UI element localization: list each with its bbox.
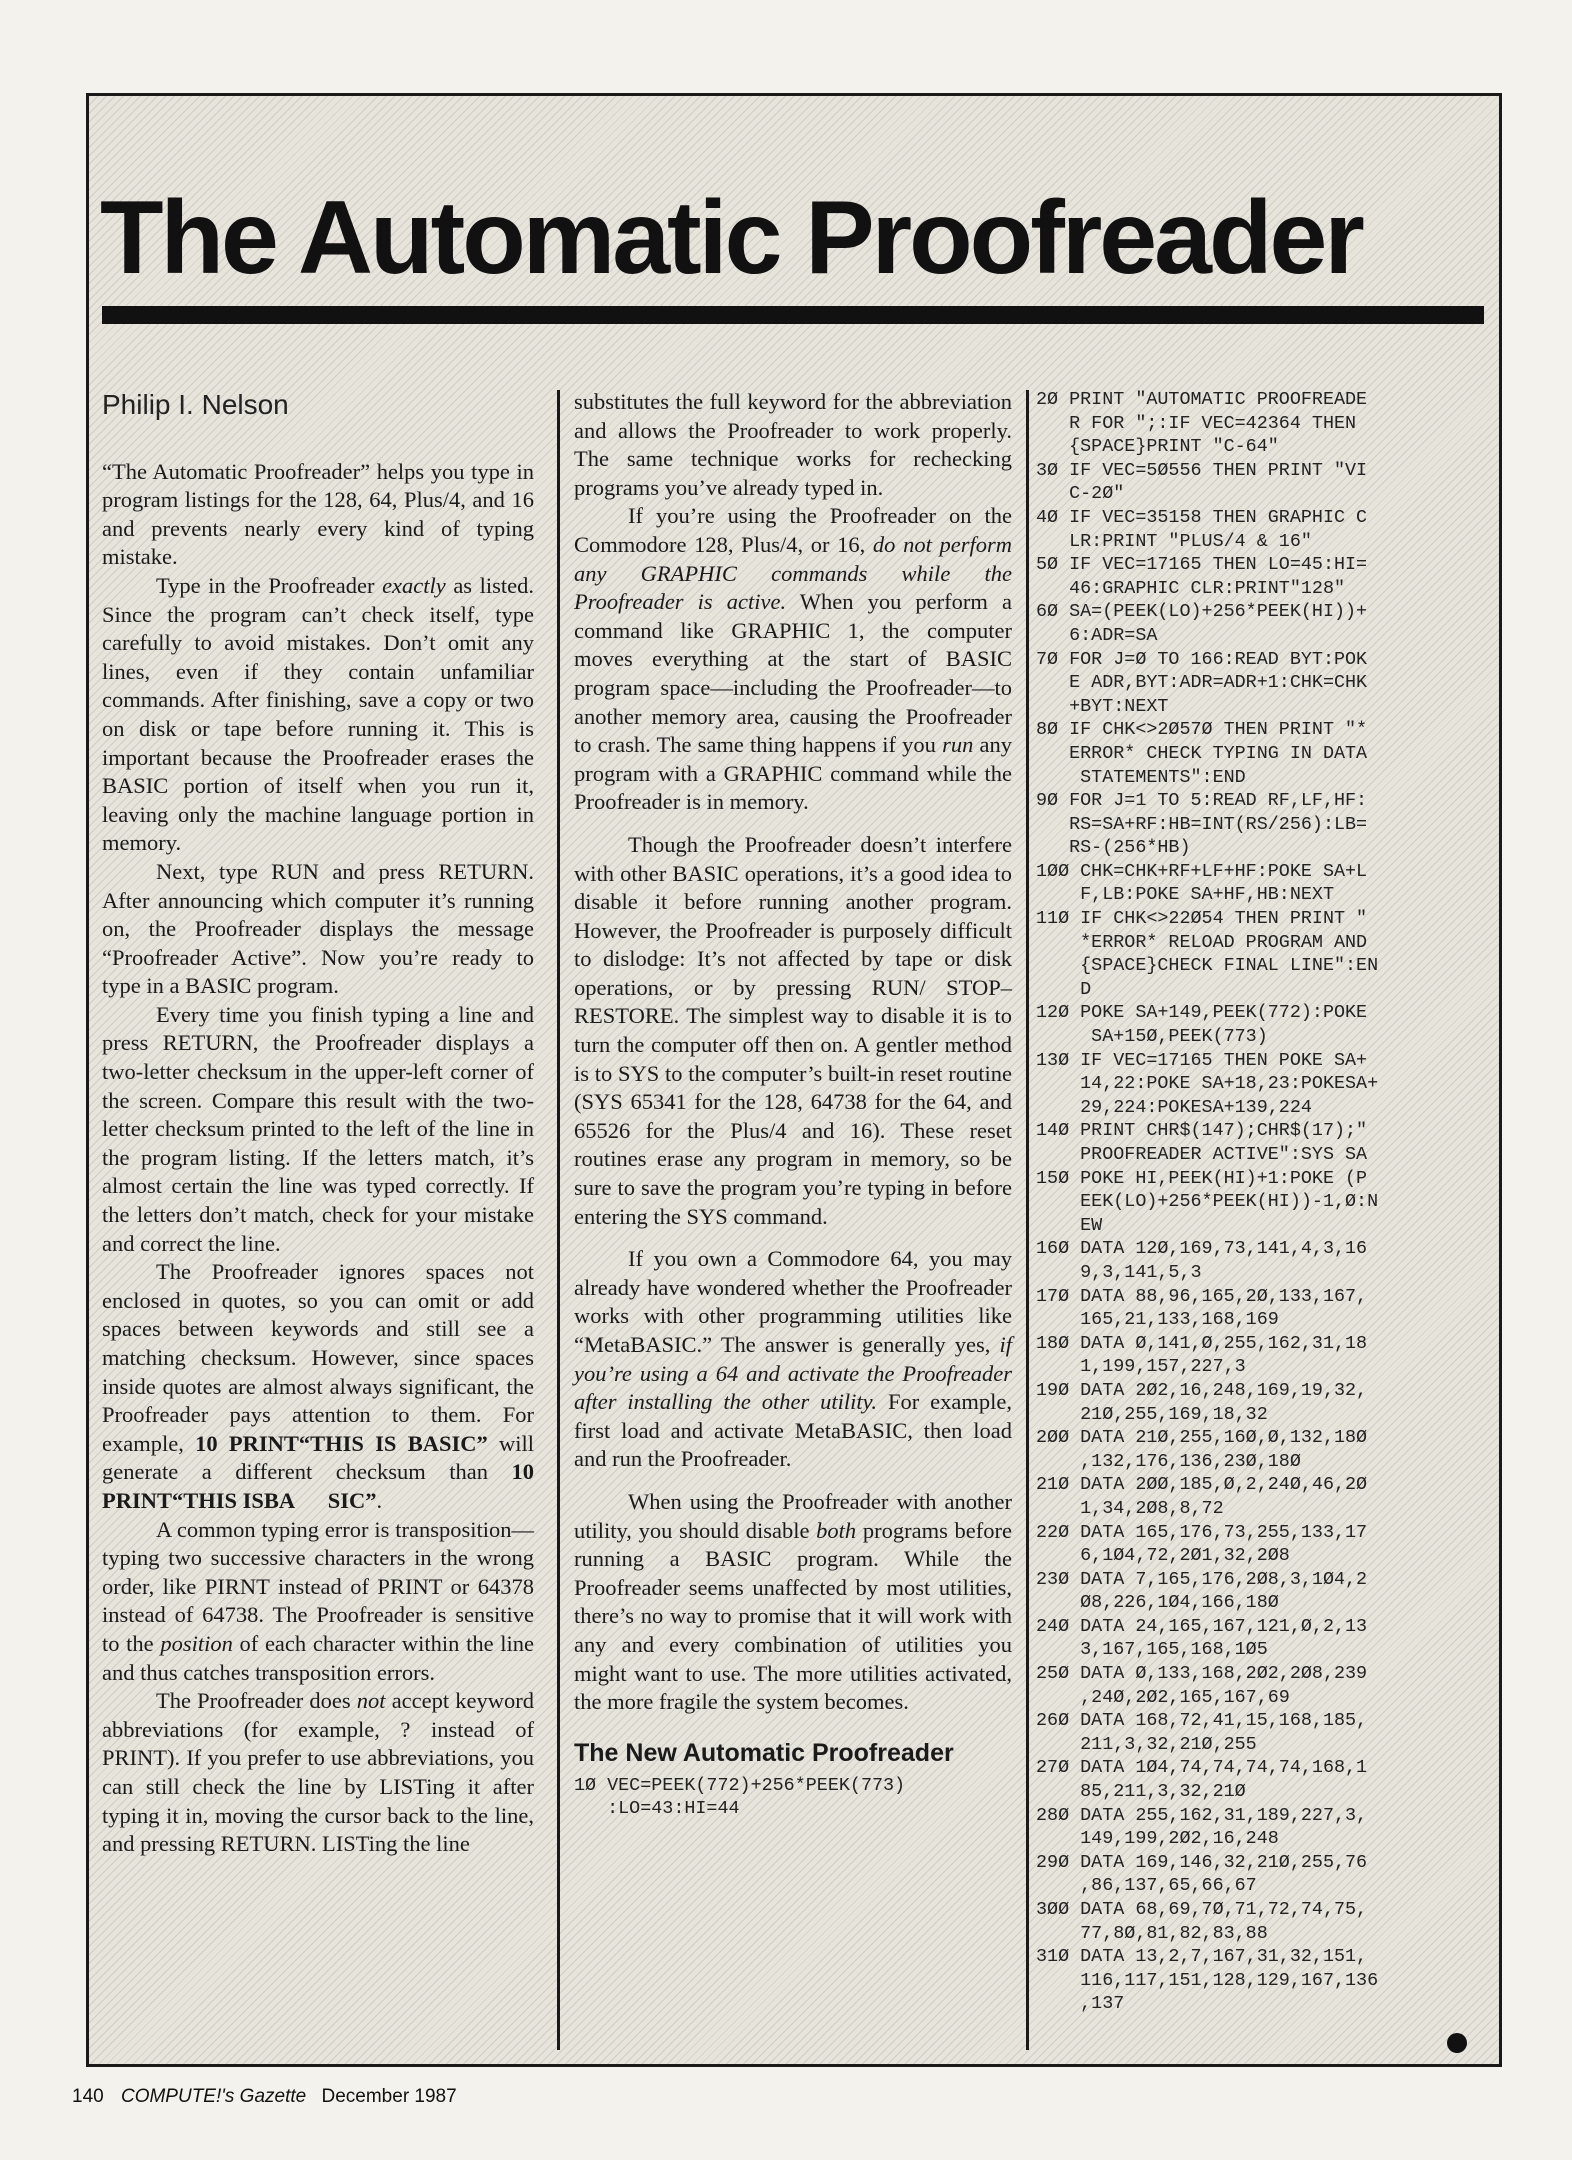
paragraph: Every time you finish typing a line and press RETURN, the Proofreader displays a two-letter checksum in the upper-left corner of the screen. Compare this result with the two-letter checksum printed to the left of the line in the program listing. If the letters match, it’s almost certain the line was typed correctly. If the letters don’t match, check for your mistake and correct the line.: [102, 1001, 534, 1256]
paragraph: A common typing error is transposition—typing two successive characters in the wrong order, like PIRNT instead of PRINT or 64378 instead of 64738. The Proofreader is sensitive to the position of each character within the line and thus catches transposition errors.: [102, 1516, 534, 1685]
paragraph: Though the Proofreader doesn’t interfere with other BASIC operations, it’s a good idea to disable it before running another program. However, the Proofreader is purposely difficult to dislodge: It’s not affected by tape or disk operations, or by pressing RUN/ STOP– RESTORE. The simplest way to disable it is to turn the computer off then on. A gentler method is to SYS to the computer’s built-in reset routine (SYS 65341 for the 128, 64738 for the 64, and 65526 for the Plus/4 and 16). These reset routines erase any program in memory, so be sure to save the program you’re typing in before entering the SYS command.: [574, 831, 1012, 1229]
column-1: [102, 388, 540, 2056]
paragraph: If you’re using the Proofreader on the Commodore 128, Plus/4, or 16, do not perform any GRAPHIC commands while the Proofreader is active. When you perform a command like GRAPHIC 1, the computer moves everything at the start of BASIC program space—including the Proofreader—to another memory area, causing the Proofreader to crash. The same thing happens if you run any program with a GRAPHIC command while the Proofreader is in memory.: [574, 503, 1012, 815]
paragraph: Type in the Proofreader exactly as listed. Since the program can’t check itself, type carefully to avoid mistakes. Don’t omit any lines, even if they contain unfamiliar commands. After finishing, save a copy or two on disk or tape before running it. This is important because the Proofreader erases the BASIC portion of itself when you run it, leaving only the machine language portion in memory.: [102, 572, 534, 856]
paragraph: Next, type RUN and press RETURN. After announcing which computer it’s running on, the Proofreader displays the message “Proofreader Active”. Now you’re ready to type in a BASIC program.: [102, 858, 534, 999]
page-number: 140: [72, 2086, 104, 2107]
issue-date: December 1987: [321, 2086, 457, 2107]
page-footer: [72, 2086, 457, 2108]
byline: Philip I. Nelson: [102, 389, 289, 420]
title-rule: [102, 306, 1484, 324]
paragraph: “The Automatic Proofreader” helps you type in program listings for the 128, 64, Plus/4, and 16 and prevents nearly every kind of typing mistake.: [102, 458, 534, 570]
column-3: [1036, 388, 1476, 2056]
magazine-name: COMPUTE!'s Gazette: [120, 2086, 307, 2107]
paragraph: substitutes the full keyword for the abbreviation and allows the Proofreader to work properly. The same technique works for rechecking programs you’ve already typed in.: [574, 389, 1012, 500]
paragraph: If you own a Commodore 64, you may already have wondered whether the Proofreader works with other programming utilities like “MetaBASIC.” The answer is generally yes, if you’re using a 64 and activate the Proofreader after installing the other utility. For example, first load and activate MetaBASIC, then load and run the Proofreader.: [574, 1246, 1012, 1472]
article-title: The Automatic Proofreader: [100, 180, 1362, 296]
column-divider: [1026, 390, 1029, 2050]
column-2: [574, 388, 1012, 2056]
paragraph: The Proofreader does not accept keyword abbreviations (for example, ? instead of PRINT). If you prefer to use abbreviations, you can still check the line by LISTing it after typing it in, moving the cursor back to the line, and pressing RETURN. LISTing the line: [102, 1688, 534, 1857]
program-listing-start: 1Ø VEC=PEEK(772)+256*PEEK(773) :LO=43:HI=44: [574, 1774, 906, 1820]
column-divider: [557, 390, 560, 2050]
paragraph: When using the Proofreader with another utility, you should disable both programs before running a BASIC program. While the Proofreader seems unaffected by most utilities, there’s no way to promise that it will work with any and every combination of utilities you might want to use. The more utilities activated, the more fragile the system becomes.: [574, 1488, 1012, 1715]
end-of-article-icon: [1447, 2033, 1467, 2053]
paragraph: The Proofreader ignores spaces not enclosed in quotes, so you can omit or add spaces between keywords and still see a matching checksum. However, since spaces inside quotes are almost always significant, the Proofreader pays attention to them. For example, 10 PRINT“THIS IS BASIC” will generate a different checksum than 10 PRINT“THIS ISBA SIC”.: [102, 1259, 540, 1513]
listing-heading: The New Automatic Proofreader: [574, 1738, 954, 1767]
program-listing: 2Ø PRINT "AUTOMATIC PROOFREADE R FOR ";:IF VEC=42364 THEN {SPACE}PRINT "C-64" 3Ø IF VEC=5Ø556 THEN PRINT "VI C-2Ø" 4Ø IF VEC=35158 THEN GRAPHIC C LR:PRINT "PLUS/4 & 16" 5Ø IF VEC=17165 THEN LO=45:HI= 46:GRAPHIC CLR:PRINT"128" 6Ø SA=(PEEK(LO)+256*PEEK(HI))+ 6:ADR=SA 7Ø FOR J=Ø TO 166:READ BYT:POK E ADR,BYT:ADR=ADR+1:CHK=CHK +BYT:NEXT 8Ø IF CHK<>2Ø57Ø THEN PRINT "* ERROR* CHECK TYPING IN DATA STATEMENTS":END 9Ø FOR J=1 TO 5:READ RF,LF,HF: RS=SA+RF:HB=INT(RS/256):LB= RS-(256*HB) 1ØØ CHK=CHK+RF+LF+HF:POKE SA+L F,LB:POKE SA+HF,HB:NEXT 11Ø IF CHK<>22Ø54 THEN PRINT " *ERROR* RELOAD PROGRAM AND {SPACE}CHECK FINAL LINE":EN D 12Ø POKE SA+149,PEEK(772):POKE SA+15Ø,PEEK(773) 13Ø IF VEC=17165 THEN POKE SA+ 14,22:POKE SA+18,23:POKESA+ 29,224:POKESA+139,224 14Ø PRINT CHR$(147);CHR$(17);" PROOFREADER ACTIVE":SYS SA 15Ø POKE HI,PEEK(HI)+1:POKE (P EEK(LO)+256*PEEK(HI))-1,Ø:N EW 16Ø DATA 12Ø,169,73,141,4,3,16 9,3,141,5,3 17Ø DATA 88,96,165,2Ø,133,167, 165,21,133,168,169 18Ø DATA Ø,141,Ø,255,162,31,18 1,199,157,227,3 19Ø DATA 2Ø2,16,248,169,19,32, 21Ø,255,169,18,32 2ØØ DATA 21Ø,255,16Ø,Ø,132,18Ø ,132,176,136,23Ø,18Ø 21Ø DATA 2ØØ,185,Ø,2,24Ø,46,2Ø 1,34,2Ø8,8,72 22Ø DATA 165,176,73,255,133,17 6,1Ø4,72,2Ø1,32,2Ø8 23Ø DATA 7,165,176,2Ø8,3,1Ø4,2 Ø8,226,1Ø4,166,18Ø 24Ø DATA 24,165,167,121,Ø,2,13 3,167,165,168,1Ø5 25Ø DATA Ø,133,168,2Ø2,2Ø8,239 ,24Ø,2Ø2,165,167,69 26Ø DATA 168,72,41,15,168,185, 211,3,32,21Ø,255 27Ø DATA 1Ø4,74,74,74,74,168,1 85,211,3,32,21Ø 28Ø DATA 255,162,31,189,227,3, 149,199,2Ø2,16,248 29Ø DATA 169,146,32,21Ø,255,76 ,86,137,65,66,67 3ØØ DATA 68,69,7Ø,71,72,74,75, 77,8Ø,81,82,83,88 31Ø DATA 13,2,7,167,31,32,151, 116,117,151,128,129,167,136 ,137: [1036, 389, 1379, 2015]
